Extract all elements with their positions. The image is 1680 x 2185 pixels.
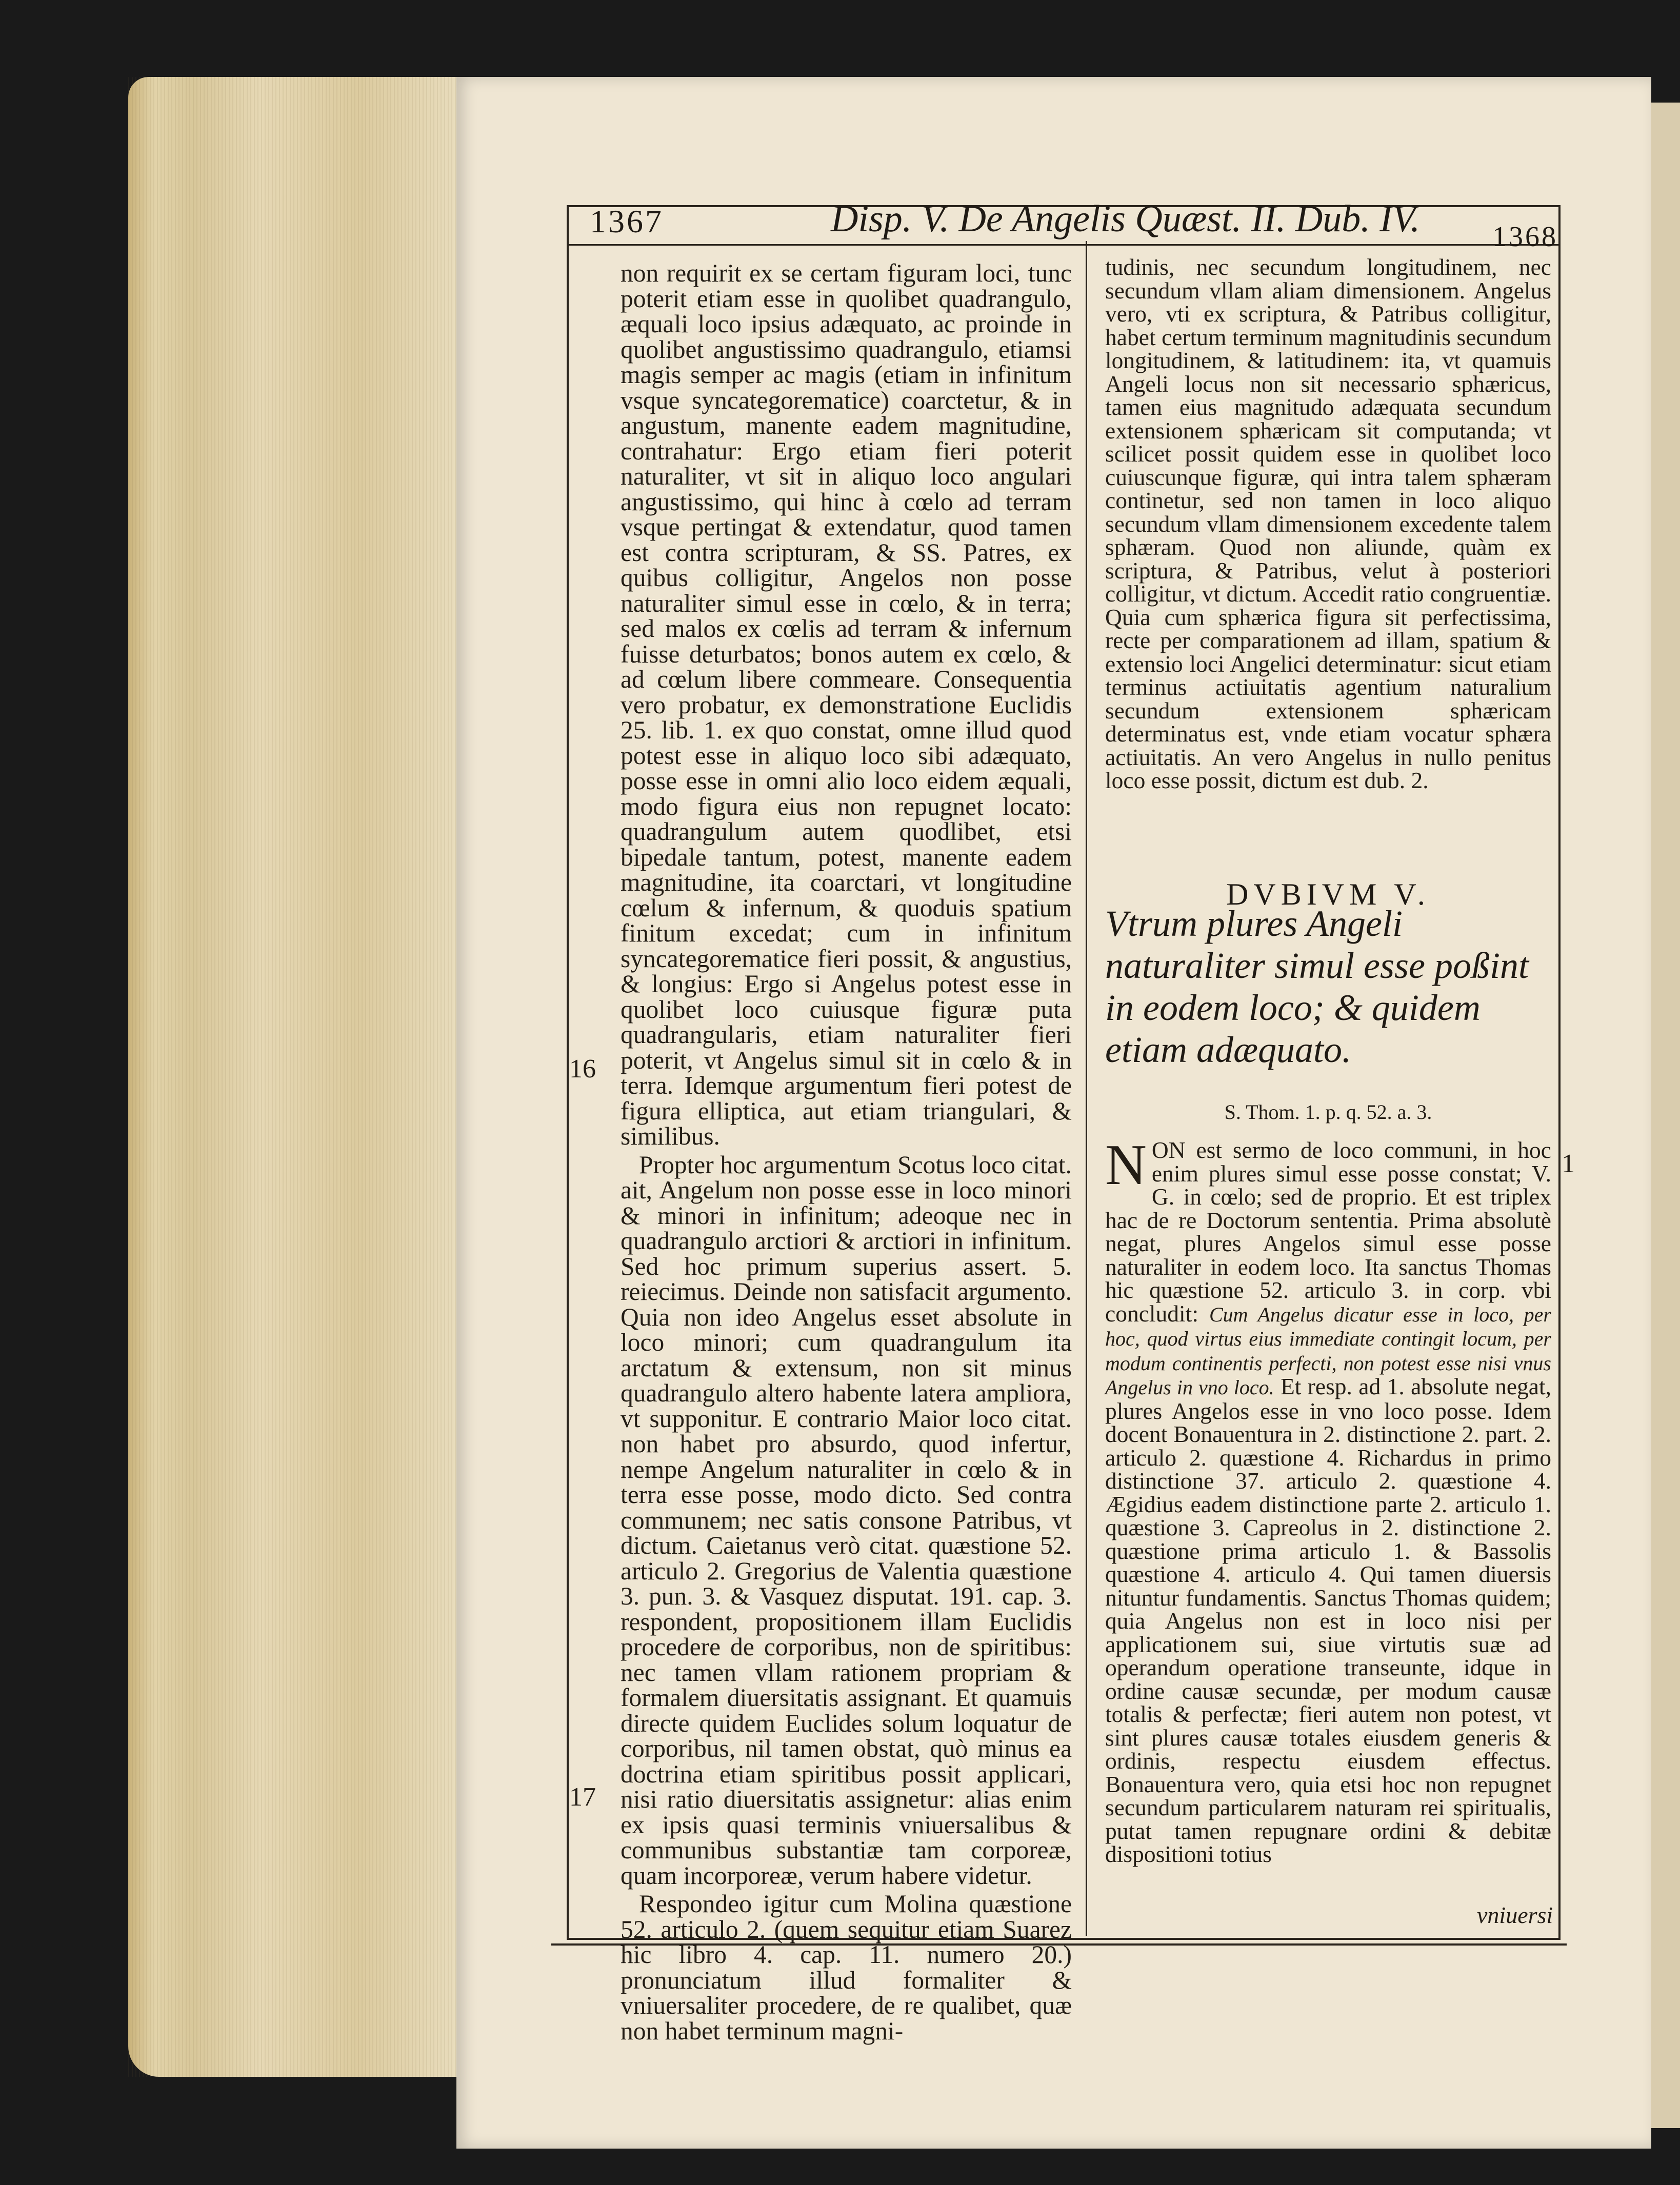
margin-number-17: 17 — [569, 1782, 596, 1812]
left-paragraph-1: non requirit ex se certam figuram loci, tunc poterit etiam esse in quolibet quadrangulo, æquali loco ipsius adæquato, ac proinde in quolibet angustissimo quadrangulo, etiamsi magis semper ac magis (etiam in infinitum vsque syncategorematice) coarctetur, & in angustum, manente eadem magnitudine, contrahatur: Ergo etiam fieri poterit naturaliter, vt sit in aliquo loco angulari angustissimo, qui hinc à cœlo ad terram vsque pertingat & extendatur, quod tamen est contra scripturam, & SS. Patres, ex quibus colligitur, Angelos non posse naturaliter simul esse in cœlo, & in terra; sed malos ex cœlis ad terram & infernum fuisse deturbatos; bonos autem ex cœlo, & ad cœlum libere commeare. Consequentia vero probatur, ex demonstratione Euclidis 25. lib. 1. ex quo constat, omne illud quod potest esse in aliquo loco sibi adæquato, posse esse in omni alio loco eidem æquali, modo figura eius non repugnet locato: quadrangulum autem quodlibet, etsi bipedale tantum, potest, manente eadem magnitudine, ita coarctari, vt longitudine cœlum & infernum, & quoduis spatium finitum excedat; cum in infinitum syncategorematice fieri possit, & angustius, & longius: Ergo si Angelus potest esse in quolibet loco cuiusque figuræ puta quadrangularis, etiam naturaliter fieri poterit, vt Angelus simul sit in cœlo & in terra. Idemque argumentum fieri potest de figura elliptica, aut etiam triangulari, & similibus. — [621, 259, 1072, 1150]
margin-number-16: 16 — [569, 1054, 596, 1084]
dubium-title: Vtrum plures Angeli naturaliter simul esse poßint in eodem loco; & quidem etiam adæquato. — [1105, 903, 1529, 1070]
facing-page-edge — [1651, 103, 1680, 2128]
dubium-heading: DVBIVM V. — [1226, 877, 1430, 911]
left-paragraph-3: Respondeo igitur cum Molina quæstione 52. articulo 2. (quem sequitur etiam Suarez hic libro 4. cap. 11. numero 20.) pronunciatum illud formaliter & vniuersaliter procedere, de re qualibet, quæ non habet terminum magni- — [621, 1890, 1072, 2045]
header-rule — [567, 244, 1558, 246]
right-paragraph-2-start: ON est sermo de loco communi, in hoc enim plures simul esse posse constat; V. G. in cœlo; sed de proprio. Et est triplex hac de re Doctorum sententia. Prima absolutè negat, plures Angelos simul esse posse naturaliter in eodem loco. Ita sanctus Thomas hic quæstione 52. articulo 3. in corp. vbi concludit: — [1105, 1137, 1551, 1327]
page-number-right: 1368 — [1492, 221, 1558, 253]
running-head: Disp. V. De Angelis Quæst. II. Dub. IV. — [831, 198, 1421, 240]
right-paragraph-2-end: Et resp. ad 1. absolute negat, plures Angelos esse in vno loco posse. Idem docent Bonauentura in 2. distinctione 2. part. 2. articulo 2. quæstione 4. Richardus in primo distinctione 37. articulo 2. quæstione 4. Ægidius eadem distinctione parte 2. articulo 1. quæstione 3. Capreolus in 2. distinctione 2. quæstione prima articulo 1. & Bassolis quæstione 4. articulo 4. Qui tamen diuersis nituntur fundamentis. Sanctus Thomas quidem; quia Angelus non est in loco nisi per applicationem sui, siue virtutis suæ ad operandum operatione transeunte, idque in ordine causæ secundæ, per modum causæ totalis & perfectæ; fieri autem non potest, vt sint plures causæ totales eiusdem generis & ordinis, respectu eiusdem effectus. Bonauentura vero, quia etsi hoc non repugnet secundum particularem naturam rei spiritualis, putat tamen repugnare ordini & debitæ dispositioni totius — [1105, 1373, 1551, 1867]
left-column — [621, 260, 1072, 2043]
drop-capital: N — [1105, 1133, 1147, 1197]
reference-line: S. Thom. 1. p. q. 52. a. 3. — [1224, 1100, 1432, 1124]
page-number-left: 1367 — [590, 203, 664, 239]
right-column-top — [1105, 255, 1551, 792]
right-paragraph-1: tudinis, nec secundum longitudinem, nec secundum vllam aliam dimensionem. Angelus vero, vti ex scriptura, & Patribus colligitur, habet certum terminum magnitudinis secundum longitudinem, & latitudinem: ita, vt quamuis Angeli locus non sit necessario sphæricus, tamen eius magnitudo adæquata secundum extensionem sphæricam sit computanda; vt scilicet possit quidem esse in quolibet loco cuiuscunque figuræ, qui intra talem sphæram continetur, sed non tamen in loco aliquo secundum vllam dimensionem excedente talem sphæram. Quod non aliunde, quàm ex scriptura, & Patribus, velut à posteriori colligitur, vt dictum. Accedit ratio congruentiæ. Quia cum sphærica figura sit perfectissima, recte per comparationem ad illam, spatium & extensio loci Angelici determinatur: sicut etiam terminus actiuitatis agentium naturalium secundum extensionem sphæricam determinatus est, vnde etiam vocatur sphæra actiuitatis. An vero Angelus in nullo penitus loco esse possit, dictum est dub. 2. — [1105, 254, 1551, 793]
left-paragraph-2: Propter hoc argumentum Scotus loco citat. ait, Angelum non posse esse in loco minori & minori in infinitum; adeoque nec in quadrangulo arctiori & arctiori in infinitum. Sed hoc primum superius assert. 5. reiecimus. Deinde non satisfacit argumento. Quia non ideo Angelus esset absolute in loco minori; cum quadrangulum ita arctatum & extensum, non sit minus quadrangulo altero habente latera ampliora, vt supponitur. E contrario Maior loco citat. non habet pro absurdo, quod infertur, nempe Angelum naturaliter in cœlo & in terra esse posse, modo dicto. Sed contra communem; nec satis consone Patribus, vt dictum. Caietanus verò citat. quæstione 52. articulo 2. Gregorius de Valentia quæstione 3. pun. 3. & Vasquez disputat. 191. cap. 3. respondent, propositionem illam Euclidis procedere de corporibus, non de spiritibus: nec tamen vllam rationem propriam & formalem diuersitatis assignant. Et quamuis directe quidem Euclides solum loquatur de corporibus, nil tamen obstat, quò minus ea doctrina etiam spiritibus possit applicari, nisi ratio diuersitatis assignetur: alias enim ex ipsis quasi terminis vniuersalibus & communibus substantiæ tam corporeæ, quam incorporeæ, verum habere videtur. — [621, 1150, 1072, 1890]
book-page-edges — [128, 77, 456, 2077]
column-separator — [1086, 241, 1087, 1936]
margin-number-1: 1 — [1562, 1149, 1575, 1178]
catchword: vniuersi — [1477, 1902, 1553, 1928]
right-column-body — [1105, 1133, 1552, 1867]
aquinas-quote: Cum Angelus dicatur esse in loco, per hoc, quod virtus eius immediate contingit locum, per modum continentis perfecti, non potest esse nisi vnus Angelus in vno loco. — [1105, 1302, 1552, 1399]
